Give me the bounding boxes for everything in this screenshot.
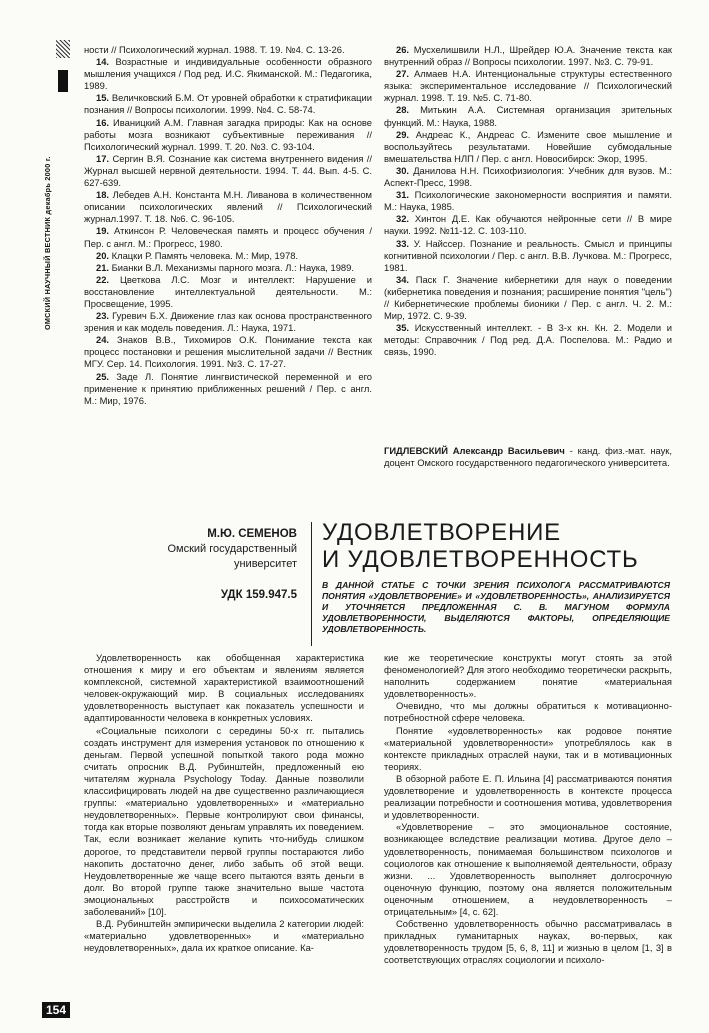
- body-paragraph: «Социальные психологи с середины 50-х гг. пытались создать инструмент для измерения установок по отношению к деньгам. Первой успешной попыткой такого рода можно считать опросник В.Д. Рубинштейн, предложенный ею читателям журнала Psychology Today. Данные позволили классифицировать людей на две существенно различающиеся группы: «материально удовлетворенных» и «материально неудовлетворенных». Первые контролируют свои финансы, тогда как вторые позволяют деньгам управлять их поведением. Так, если возникает желание купить что-нибудь слишком дорогое, то представители первой группы постараются либо накопить достаточно денег, либо забыть об этой вещи. Неудовлетворенные же чаще всего пытаются взять деньги в долг. Во второй группе также значительно выше частота эмоциональных расстройств и психосоматических заболеваний» [10].: [84, 724, 364, 917]
- reference-number: 30.: [396, 164, 410, 176]
- body-paragraph: В.Д. Рубинштейн эмпирически выделила 2 категории людей: «материально удовлетворенных» и «материально неудовлетворенных», дала их краткое описание. Ка-: [84, 918, 364, 954]
- reference-item: [84, 56, 372, 92]
- reference-text: Сергин В.Я. Сознание как система внутреннего видения // Журнал высшей нервной деятельности. 1994. Т. 44. Вып. 4-5. С. 627-639.: [84, 152, 373, 189]
- reference-item: [84, 92, 372, 116]
- reference-item: [84, 334, 372, 370]
- reference-text: Лебедев А.Н. Константа М.Н. Ливанова в количественном описании психологических явлений // Психологический журнал.1997. Т. 18. №6. С. 96-105.: [84, 189, 372, 225]
- reference-item: [384, 189, 672, 213]
- journal-side-strip: [18, 40, 74, 330]
- reference-text: Мусхелишвили Н.Л., Шрейдер Ю.А. Значение текста как внутренний образ // Вопросы психологии. 1997. №3. С. 79-91.: [384, 44, 673, 68]
- reference-number: 23.: [96, 310, 110, 322]
- reference-number: 31.: [396, 189, 410, 201]
- reference-item: [84, 274, 372, 310]
- reference-item: [384, 129, 672, 165]
- bio-author-text: - канд. физ.-мат. наук, доцент Омского государственного педагогического университета.: [384, 445, 672, 469]
- reference-number: 35.: [396, 322, 410, 334]
- reference-text: Хинтон Д.Е. Как обучаются нейронные сети // В мире науки. 1992. №11-12. С. 103-110.: [384, 213, 672, 237]
- journal-running-head: ОМСКИЙ НАУЧНЫЙ ВЕСТНИК декабрь 2000 г.: [43, 156, 52, 330]
- reference-number: 21.: [96, 261, 110, 273]
- reference-number: 24.: [96, 334, 110, 346]
- reference-item: [84, 250, 372, 262]
- references-left-column: [84, 44, 372, 407]
- reference-text: Психологические закономерности восприятия и памяти. М.: Наука, 1985.: [384, 189, 672, 213]
- reference-text: Знаков В.В., Тихомиров О.К. Понимание текста как процесс постановки и решения мыслительной задачи // Вестник МГУ. Сер. 14. Психология. 1991. №3. С. 17-27.: [84, 334, 373, 370]
- reference-text: Андреас К., Андреас С. Измените свое мышление и воспользуйтесь результатами. Новейшие субмодальные вмешательства НЛП / Пер. с англ. Новосибирск: Экор, 1995.: [384, 128, 672, 164]
- reference-text: Иваницкий А.М. Главная загадка природы: Как на основе работы мозга возникают субъективные переживания // Психологический журнал. 1999. Т. 20. №3. С. 93-104.: [84, 116, 373, 152]
- reference-number: 27.: [396, 68, 410, 80]
- reference-text: Искусственный интеллект. - В 3-х кн. Кн. 2. Модели и методы: Справочник / Под ред. Д.А. Поспелова. М.: Радио и связь, 1990.: [384, 322, 672, 358]
- reference-number: 15.: [96, 92, 110, 104]
- reference-number: 19.: [96, 225, 110, 237]
- reference-text: Гуревич Б.Х. Движение глаз как основа пространственного зрения и как модель поведения. Л.: Наука, 1971.: [84, 310, 372, 334]
- article-title-line2: И УДОВЛЕТВОРЕННОСТЬ: [322, 546, 639, 573]
- article-title: [322, 519, 639, 573]
- reference-text: Алмаев Н.А. Интенциональные структуры естественного языка: экспериментальное исследование // Психологический журнал. 1998. Т. 19. №5. С. 71-80.: [384, 68, 672, 104]
- reference-text: Бианки В.Л. Механизмы парного мозга. Л.: Наука, 1989.: [111, 261, 354, 273]
- references-right-column: [384, 44, 672, 358]
- reference-item: [384, 44, 672, 68]
- article-body-left: [84, 652, 364, 954]
- reference-number: 28.: [396, 104, 410, 116]
- body-paragraph: Очевидно, что мы должны обратиться к мотивационно-потребностной сфере человека.: [384, 700, 672, 724]
- reference-item: [84, 44, 372, 56]
- decorative-bar: [58, 70, 68, 92]
- reference-item: [384, 165, 672, 189]
- article-affiliation-line2: университет: [233, 558, 297, 570]
- reference-number: 25.: [96, 370, 110, 382]
- reference-text: Аткинсон Р. Человеческая память и процесс обучения / Пер. с англ. М.: Прогресс, 1980.: [84, 225, 372, 249]
- reference-item: [384, 68, 672, 104]
- reference-item: [384, 213, 672, 237]
- body-paragraph: кие же теоретические конструкты могут стоять за этой феноменологией? Для этого необходимо теоретически раскрыть, наполнить содержанием понятие «материальная удовлетворенность».: [384, 652, 672, 700]
- reference-text: Возрастные и индивидуальные особенности образного мышления учащихся / Под ред. И.С. Якиманской. М.: Педагогика, 1989.: [84, 56, 373, 92]
- reference-item: [84, 310, 372, 334]
- reference-item: [84, 371, 372, 407]
- reference-number: 26.: [396, 44, 410, 55]
- reference-text: Цветкова Л.С. Мозг и интеллект: Нарушение и восстановление интеллектуальной деятельности. М.: Просвещение, 1995.: [84, 273, 372, 309]
- reference-item: [84, 189, 372, 225]
- body-paragraph: «Удовлетворение – это эмоциональное состояние, возникающее вследствие реализации мотива. Другое дело – удовлетворенность, понимаемая большинством психологов и социологов как отношение к выполняемой деятельности, образу жизни. ... Удовлетворенность выполняет долгосрочную оценочную функцию, поэтому она является положительным оценочным отношением, а неудовлетворенность – отрицательным» [4, с. 62].: [384, 821, 672, 917]
- reference-text: Митькин А.А. Системная организация зрительных функций. М.: Наука, 1988.: [384, 104, 672, 128]
- reference-number: 33.: [396, 237, 410, 249]
- body-paragraph: Собственно удовлетворенность обычно рассматривалась в прикладных гуманитарных науках, во-первых, как удовлетворенность трудом [5, 6, 8, 11] и жизнью в целом [1, 3] в соответствующих отраслях социологии и психоло-: [384, 918, 672, 966]
- page-number: 154: [42, 1002, 70, 1018]
- reference-item: [384, 274, 672, 322]
- reference-number: 18.: [96, 189, 110, 201]
- reference-number: 34.: [396, 273, 410, 285]
- reference-number: 32.: [396, 213, 410, 225]
- reference-text: У. Найссер. Познание и реальность. Смысл и принципы когнитивной психологии / Пер. с англ. В.В. Лучкова. М.: Прогресс, 1981.: [384, 237, 672, 273]
- reference-number: 20.: [96, 249, 110, 261]
- bio-author-name: ГИДЛЕВСКИЙ Александр Васильевич: [384, 445, 565, 456]
- reference-number: 16.: [96, 116, 110, 128]
- reference-text: Величковский Б.М. От уровней обработки к стратификации познания // Вопросы психологии. 1999. №4. С. 58-74.: [84, 92, 372, 116]
- reference-text: Паск Г. Значение кибернетики для наук о поведении (кибернетика поведения и познания; расширение понятия "цель") // Кибернетические проблемы бионики / Пер. с англ. Ч. 2. М.: Мир, 1972. С. 9-39.: [384, 273, 672, 322]
- reference-item: [84, 153, 372, 189]
- reference-item: [384, 322, 672, 358]
- article-abstract: В ДАННОЙ СТАТЬЕ С ТОЧКИ ЗРЕНИЯ ПСИХОЛОГА РАССМАТРИВАЮТСЯ ПОНЯТИЯ «УДОВЛЕТВОРЕНИЕ» И «УДОВЛЕТВОРЕННОСТЬ», АНАЛИЗИРУЕТСЯ И УТОЧНЯЕТСЯ ПРЕДЛОЖЕННАЯ С. В. МАГУНОМ ФОРМУЛА УДОВЛЕТВОРЕННОСТИ, ВЫДЕЛЯЮТСЯ ФАКТОРЫ, ОПРЕДЕЛЯЮЩИЕ УДОВЛЕТВОРЕННОСТЬ.: [322, 580, 670, 635]
- article-udk: УДК 159.947.5: [220, 589, 297, 601]
- reference-item: [84, 225, 372, 249]
- reference-item: [384, 104, 672, 128]
- title-divider: [311, 522, 312, 646]
- reference-number: 29.: [396, 128, 410, 140]
- reference-number: 14.: [96, 56, 110, 68]
- reference-item: [84, 262, 372, 274]
- body-paragraph: Понятие «удовлетворенность» как родовое понятие «материальной удовлетворенности» употреблялось как в контексте прикладных отраслей науки, так и в мотивационных теориях.: [384, 724, 672, 772]
- article-affiliation-line1: Омский государственный: [167, 543, 297, 555]
- reference-item: [384, 238, 672, 274]
- author-bio: [384, 445, 672, 469]
- reference-text: Клацки Р. Память человека. М.: Мир, 1978.: [111, 249, 299, 261]
- reference-number: 17.: [96, 152, 110, 164]
- reference-text: Заде Л. Понятие лингвистической переменной и его применение к принятию приближенных решений / Пер. с англ. М.: Мир, 1976.: [84, 370, 373, 406]
- article-body-right: [384, 652, 672, 966]
- reference-text: Данилова Н.Н. Психофизиология: Учебник для вузов. М.: Аспект-Пресс, 1998.: [384, 164, 672, 189]
- body-paragraph: В обзорной работе Е. П. Ильина [4] рассматриваются понятия удовлетворение и удовлетворенность в контексте процесса реализации потребности и соотношения мотива, удовлетворения и удовлетворенности.: [384, 772, 672, 821]
- article-title-line1: УДОВЛЕТВОРЕНИЕ: [322, 519, 561, 546]
- reference-item: [84, 117, 372, 153]
- decorative-pattern: [56, 40, 70, 58]
- body-paragraph: Удовлетворенность как обобщенная характеристика отношения к миру и его объектам и явлениям является комплексной, системной характеристикой взаимоотношений человек-окружающий мир. В социальных исследованиях удовлетворенность выступает как показатель успешности и адаптированности человека в конкретных условиях.: [84, 652, 364, 724]
- article-author-block: [57, 527, 297, 572]
- reference-number: 22.: [96, 273, 110, 285]
- article-author-name: М.Ю. СЕМЕНОВ: [207, 528, 297, 540]
- reference-text: ности // Психологический журнал. 1988. Т. 19. №4. С. 13-26.: [84, 44, 345, 55]
